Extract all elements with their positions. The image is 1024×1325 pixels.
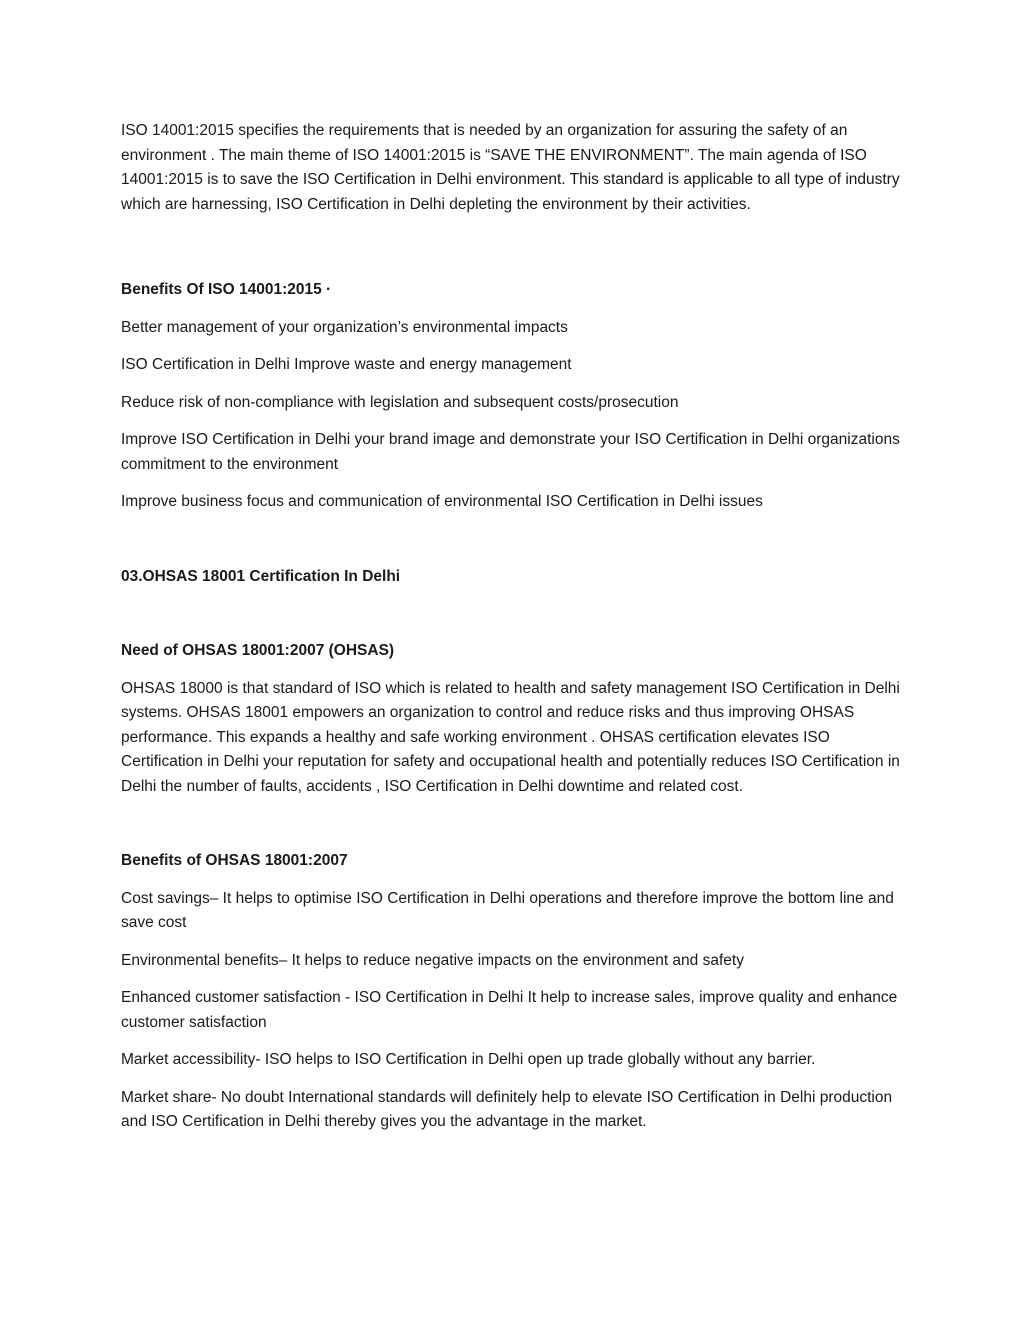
ohsas-need-paragraph: OHSAS 18000 is that standard of ISO which is related to health and safety management ISO Certification in Delhi systems. OHSAS 18001 empowers an organization to control and reduce risks and thus improving OHSAS performance. This expands a healthy and safe working environment . OHSAS certification elevates ISO Certification in Delhi your reputation for safety and occupational health and potentially reduces ISO Certification in Delhi the number of faults, accidents , ISO Certification in Delhi downtime and related cost. bbox=[121, 679, 900, 795]
ohsas-section-heading: 03.OHSAS 18001 Certification In Delhi bbox=[121, 567, 401, 585]
ohsas-benefits-heading: Benefits of OHSAS 18001:2007 bbox=[121, 852, 348, 869]
ohsas-benefit-item: Environmental benefits– It helps to reduce negative impacts on the environment and safety bbox=[121, 951, 744, 969]
iso-benefit-item: Reduce risk of non-compliance with legislation and subsequent costs/prosecution bbox=[121, 393, 679, 411]
iso-benefit-item: Improve business focus and communication of environmental ISO Certification in Delhi issues bbox=[121, 493, 763, 510]
iso-benefit-item: ISO Certification in Delhi Improve waste and energy management bbox=[121, 356, 572, 373]
ohsas-benefit-item: Enhanced customer satisfaction - ISO Certification in Delhi It help to increase sales, improve quality and enhance customer satisfaction bbox=[121, 989, 898, 1031]
iso-benefits-heading: Benefits Of ISO 14001:2015 · bbox=[121, 281, 332, 298]
ohsas-benefit-item: Market accessibility- ISO helps to ISO Certification in Delhi open up trade globally without any barrier. bbox=[121, 1051, 816, 1068]
ohsas-benefit-item: Market share- No doubt International standards will definitely help to elevate ISO Certification in Delhi production and ISO Certification in Delhi thereby gives you the advantage in the market. bbox=[121, 1088, 893, 1130]
document-page bbox=[121, 119, 906, 1148]
iso-benefit-item: Better management of your organization’s environmental impacts bbox=[121, 318, 568, 336]
intro-paragraph: ISO 14001:2015 specifies the requirements that is needed by an organization for assuring the safety of an environment . The main theme of ISO 14001:2015 is “SAVE THE ENVIRONMENT”. The main agenda of ISO 14001:2015 is to save the ISO Certification in Delhi environment. This standard is applicable to all type of industry which are harnessing, ISO Certification in Delhi depleting the environment by their activities. bbox=[121, 122, 900, 213]
ohsas-need-heading: Need of OHSAS 18001:2007 (OHSAS) bbox=[121, 642, 395, 659]
ohsas-benefit-item: Cost savings– It helps to optimise ISO Certification in Delhi operations and therefore improve the bottom line and save cost bbox=[121, 889, 894, 931]
iso-benefit-item: Improve ISO Certification in Delhi your brand image and demonstrate your ISO Certification in Delhi organizations commitment to the environment bbox=[121, 431, 900, 473]
